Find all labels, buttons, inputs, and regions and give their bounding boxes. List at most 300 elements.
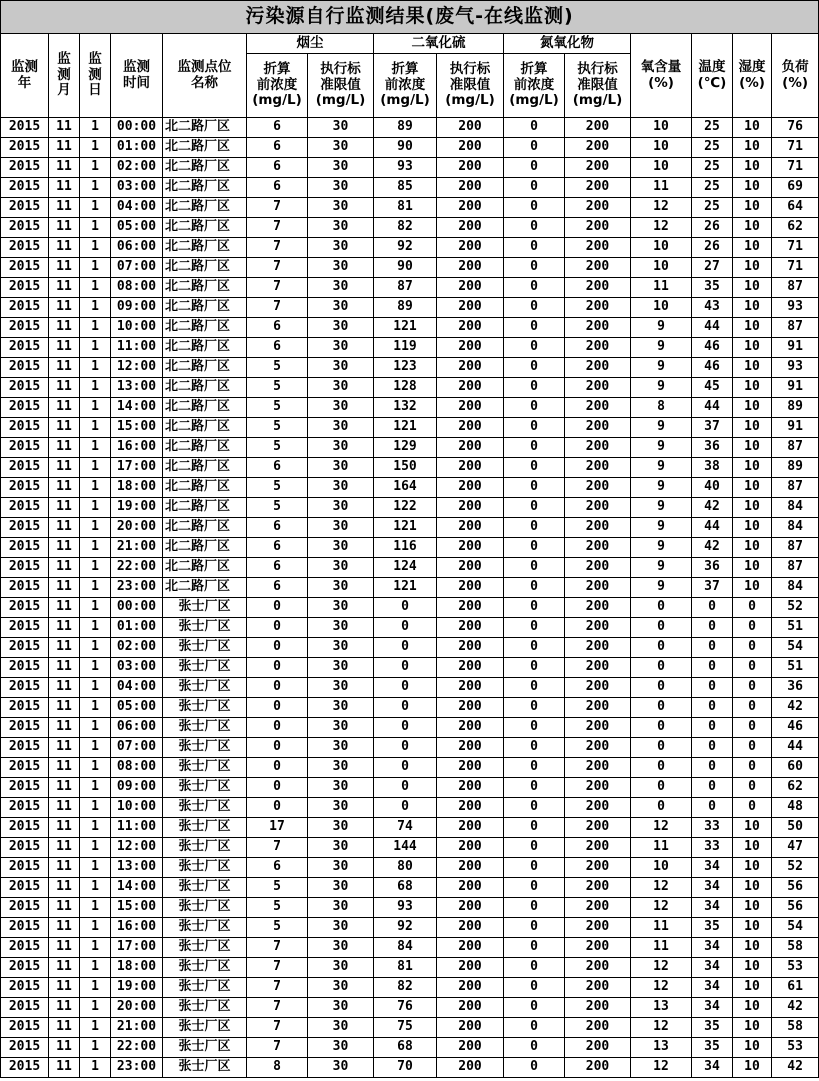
cell-so2-concentration: 0 xyxy=(374,798,437,818)
cell-oxygen: 0 xyxy=(631,638,692,658)
cell-time: 08:00 xyxy=(111,758,163,778)
table-row xyxy=(1,898,819,918)
cell-so2-concentration: 85 xyxy=(374,178,437,198)
header-day: 监 测 日 xyxy=(80,34,111,118)
cell-site: 张士厂区 xyxy=(163,918,247,938)
cell-load: 69 xyxy=(772,178,819,198)
cell-oxygen: 12 xyxy=(631,218,692,238)
cell-oxygen: 0 xyxy=(631,718,692,738)
cell-year: 2015 xyxy=(1,718,49,738)
cell-site: 张士厂区 xyxy=(163,898,247,918)
cell-nox-limit: 200 xyxy=(565,878,631,898)
cell-site: 张士厂区 xyxy=(163,878,247,898)
cell-nox-concentration: 0 xyxy=(504,278,565,298)
cell-month: 11 xyxy=(49,218,80,238)
table-row xyxy=(1,398,819,418)
cell-so2-limit: 200 xyxy=(437,778,504,798)
cell-humidity: 10 xyxy=(733,958,772,978)
cell-nox-concentration: 0 xyxy=(504,458,565,478)
cell-time: 16:00 xyxy=(111,918,163,938)
table-row xyxy=(1,218,819,238)
cell-site: 张士厂区 xyxy=(163,618,247,638)
cell-day: 1 xyxy=(80,698,111,718)
cell-month: 11 xyxy=(49,358,80,378)
cell-month: 11 xyxy=(49,798,80,818)
cell-humidity: 0 xyxy=(733,678,772,698)
cell-so2-concentration: 116 xyxy=(374,538,437,558)
cell-so2-limit: 200 xyxy=(437,158,504,178)
table-row xyxy=(1,458,819,478)
cell-nox-limit: 200 xyxy=(565,958,631,978)
cell-oxygen: 10 xyxy=(631,158,692,178)
cell-so2-concentration: 93 xyxy=(374,898,437,918)
table-row xyxy=(1,838,819,858)
cell-month: 11 xyxy=(49,178,80,198)
cell-site: 张士厂区 xyxy=(163,698,247,718)
cell-load: 53 xyxy=(772,958,819,978)
cell-dust-concentration: 6 xyxy=(247,558,308,578)
cell-humidity: 0 xyxy=(733,758,772,778)
cell-nox-concentration: 0 xyxy=(504,558,565,578)
cell-nox-limit: 200 xyxy=(565,698,631,718)
cell-dust-concentration: 7 xyxy=(247,278,308,298)
cell-nox-limit: 200 xyxy=(565,1018,631,1038)
cell-year: 2015 xyxy=(1,898,49,918)
cell-so2-limit: 200 xyxy=(437,558,504,578)
cell-dust-concentration: 6 xyxy=(247,858,308,878)
cell-so2-concentration: 90 xyxy=(374,258,437,278)
cell-so2-limit: 200 xyxy=(437,378,504,398)
cell-day: 1 xyxy=(80,718,111,738)
cell-nox-limit: 200 xyxy=(565,518,631,538)
cell-humidity: 10 xyxy=(733,418,772,438)
cell-humidity: 10 xyxy=(733,1058,772,1078)
cell-nox-concentration: 0 xyxy=(504,158,565,178)
cell-nox-concentration: 0 xyxy=(504,418,565,438)
cell-so2-limit: 200 xyxy=(437,718,504,738)
cell-temperature: 36 xyxy=(692,438,733,458)
cell-dust-concentration: 6 xyxy=(247,538,308,558)
cell-site: 北二路厂区 xyxy=(163,578,247,598)
cell-year: 2015 xyxy=(1,478,49,498)
cell-so2-concentration: 92 xyxy=(374,238,437,258)
cell-temperature: 0 xyxy=(692,698,733,718)
cell-so2-limit: 200 xyxy=(437,698,504,718)
cell-dust-limit: 30 xyxy=(308,978,374,998)
cell-humidity: 10 xyxy=(733,398,772,418)
cell-nox-limit: 200 xyxy=(565,938,631,958)
cell-so2-concentration: 76 xyxy=(374,998,437,1018)
cell-nox-concentration: 0 xyxy=(504,198,565,218)
cell-load: 56 xyxy=(772,898,819,918)
cell-year: 2015 xyxy=(1,218,49,238)
cell-nox-limit: 200 xyxy=(565,138,631,158)
cell-load: 84 xyxy=(772,578,819,598)
cell-nox-concentration: 0 xyxy=(504,218,565,238)
cell-so2-concentration: 80 xyxy=(374,858,437,878)
cell-dust-concentration: 6 xyxy=(247,158,308,178)
cell-dust-concentration: 0 xyxy=(247,738,308,758)
cell-year: 2015 xyxy=(1,858,49,878)
cell-humidity: 10 xyxy=(733,458,772,478)
cell-dust-limit: 30 xyxy=(308,898,374,918)
cell-so2-limit: 200 xyxy=(437,998,504,1018)
cell-nox-limit: 200 xyxy=(565,858,631,878)
cell-site: 张士厂区 xyxy=(163,758,247,778)
cell-time: 18:00 xyxy=(111,958,163,978)
table-row xyxy=(1,118,819,138)
cell-nox-concentration: 0 xyxy=(504,898,565,918)
cell-temperature: 35 xyxy=(692,278,733,298)
cell-temperature: 46 xyxy=(692,338,733,358)
cell-temperature: 44 xyxy=(692,318,733,338)
cell-humidity: 10 xyxy=(733,298,772,318)
table-row xyxy=(1,338,819,358)
cell-time: 10:00 xyxy=(111,318,163,338)
cell-dust-limit: 30 xyxy=(308,718,374,738)
cell-year: 2015 xyxy=(1,598,49,618)
cell-month: 11 xyxy=(49,998,80,1018)
cell-so2-limit: 200 xyxy=(437,358,504,378)
table-row xyxy=(1,358,819,378)
cell-nox-limit: 200 xyxy=(565,298,631,318)
cell-nox-limit: 200 xyxy=(565,558,631,578)
cell-load: 42 xyxy=(772,1058,819,1078)
cell-nox-concentration: 0 xyxy=(504,378,565,398)
cell-year: 2015 xyxy=(1,518,49,538)
cell-so2-limit: 200 xyxy=(437,178,504,198)
cell-load: 87 xyxy=(772,538,819,558)
cell-dust-limit: 30 xyxy=(308,118,374,138)
cell-dust-concentration: 0 xyxy=(247,618,308,638)
cell-so2-concentration: 92 xyxy=(374,918,437,938)
cell-temperature: 35 xyxy=(692,1018,733,1038)
cell-dust-limit: 30 xyxy=(308,198,374,218)
cell-nox-concentration: 0 xyxy=(504,938,565,958)
cell-so2-limit: 200 xyxy=(437,458,504,478)
cell-month: 11 xyxy=(49,638,80,658)
cell-temperature: 34 xyxy=(692,978,733,998)
cell-humidity: 10 xyxy=(733,218,772,238)
cell-day: 1 xyxy=(80,838,111,858)
cell-oxygen: 10 xyxy=(631,858,692,878)
table-row xyxy=(1,658,819,678)
cell-humidity: 0 xyxy=(733,798,772,818)
cell-time: 22:00 xyxy=(111,1038,163,1058)
cell-time: 19:00 xyxy=(111,498,163,518)
table-row xyxy=(1,478,819,498)
cell-nox-limit: 200 xyxy=(565,278,631,298)
cell-so2-limit: 200 xyxy=(437,538,504,558)
cell-time: 15:00 xyxy=(111,898,163,918)
cell-month: 11 xyxy=(49,538,80,558)
cell-year: 2015 xyxy=(1,198,49,218)
cell-so2-concentration: 0 xyxy=(374,738,437,758)
table-row xyxy=(1,498,819,518)
cell-load: 71 xyxy=(772,158,819,178)
cell-dust-concentration: 7 xyxy=(247,998,308,1018)
cell-dust-concentration: 5 xyxy=(247,478,308,498)
cell-day: 1 xyxy=(80,958,111,978)
table-row xyxy=(1,718,819,738)
cell-humidity: 0 xyxy=(733,618,772,638)
cell-year: 2015 xyxy=(1,238,49,258)
cell-dust-concentration: 7 xyxy=(247,298,308,318)
cell-dust-concentration: 5 xyxy=(247,918,308,938)
cell-nox-limit: 200 xyxy=(565,978,631,998)
cell-humidity: 10 xyxy=(733,478,772,498)
cell-year: 2015 xyxy=(1,298,49,318)
cell-dust-concentration: 7 xyxy=(247,938,308,958)
cell-temperature: 45 xyxy=(692,378,733,398)
cell-day: 1 xyxy=(80,978,111,998)
cell-month: 11 xyxy=(49,818,80,838)
cell-time: 13:00 xyxy=(111,378,163,398)
header-group-so2: 二氧化硫 xyxy=(374,34,504,54)
cell-dust-concentration: 0 xyxy=(247,638,308,658)
table-row xyxy=(1,978,819,998)
cell-time: 20:00 xyxy=(111,998,163,1018)
cell-time: 12:00 xyxy=(111,358,163,378)
cell-dust-limit: 30 xyxy=(308,338,374,358)
cell-month: 11 xyxy=(49,1058,80,1078)
cell-dust-limit: 30 xyxy=(308,518,374,538)
cell-oxygen: 0 xyxy=(631,618,692,638)
table-row xyxy=(1,378,819,398)
cell-temperature: 43 xyxy=(692,298,733,318)
cell-oxygen: 12 xyxy=(631,878,692,898)
table-row xyxy=(1,198,819,218)
cell-load: 93 xyxy=(772,298,819,318)
cell-temperature: 37 xyxy=(692,578,733,598)
cell-year: 2015 xyxy=(1,418,49,438)
cell-time: 04:00 xyxy=(111,198,163,218)
cell-humidity: 10 xyxy=(733,278,772,298)
cell-oxygen: 0 xyxy=(631,678,692,698)
cell-time: 20:00 xyxy=(111,518,163,538)
table-row xyxy=(1,318,819,338)
cell-temperature: 34 xyxy=(692,998,733,1018)
cell-nox-concentration: 0 xyxy=(504,958,565,978)
cell-so2-concentration: 150 xyxy=(374,458,437,478)
cell-nox-concentration: 0 xyxy=(504,878,565,898)
cell-so2-concentration: 0 xyxy=(374,758,437,778)
cell-nox-limit: 200 xyxy=(565,218,631,238)
cell-temperature: 25 xyxy=(692,138,733,158)
cell-month: 11 xyxy=(49,718,80,738)
cell-day: 1 xyxy=(80,998,111,1018)
cell-load: 58 xyxy=(772,1018,819,1038)
cell-dust-concentration: 7 xyxy=(247,258,308,278)
header-oxygen: 氧含量 (%) xyxy=(631,34,692,118)
cell-humidity: 10 xyxy=(733,118,772,138)
cell-so2-limit: 200 xyxy=(437,218,504,238)
cell-dust-limit: 30 xyxy=(308,878,374,898)
cell-load: 89 xyxy=(772,398,819,418)
cell-dust-limit: 30 xyxy=(308,918,374,938)
cell-dust-concentration: 7 xyxy=(247,978,308,998)
cell-day: 1 xyxy=(80,638,111,658)
cell-nox-concentration: 0 xyxy=(504,858,565,878)
cell-dust-limit: 30 xyxy=(308,458,374,478)
cell-humidity: 10 xyxy=(733,518,772,538)
cell-dust-limit: 30 xyxy=(308,298,374,318)
cell-day: 1 xyxy=(80,138,111,158)
cell-time: 17:00 xyxy=(111,458,163,478)
cell-nox-limit: 200 xyxy=(565,998,631,1018)
cell-site: 张士厂区 xyxy=(163,638,247,658)
cell-temperature: 35 xyxy=(692,918,733,938)
cell-so2-concentration: 121 xyxy=(374,518,437,538)
cell-day: 1 xyxy=(80,798,111,818)
header-so2-limit: 执行标 准限值 (mg/L) xyxy=(437,54,504,118)
cell-dust-limit: 30 xyxy=(308,618,374,638)
cell-site: 张士厂区 xyxy=(163,678,247,698)
cell-load: 87 xyxy=(772,318,819,338)
table-row xyxy=(1,158,819,178)
cell-dust-limit: 30 xyxy=(308,1058,374,1078)
cell-load: 52 xyxy=(772,598,819,618)
cell-time: 08:00 xyxy=(111,278,163,298)
table-row xyxy=(1,538,819,558)
cell-temperature: 33 xyxy=(692,838,733,858)
cell-nox-concentration: 0 xyxy=(504,258,565,278)
cell-day: 1 xyxy=(80,278,111,298)
cell-time: 23:00 xyxy=(111,578,163,598)
cell-nox-concentration: 0 xyxy=(504,818,565,838)
cell-nox-concentration: 0 xyxy=(504,778,565,798)
cell-dust-concentration: 7 xyxy=(247,238,308,258)
cell-dust-concentration: 0 xyxy=(247,798,308,818)
cell-nox-concentration: 0 xyxy=(504,1038,565,1058)
cell-temperature: 38 xyxy=(692,458,733,478)
cell-oxygen: 10 xyxy=(631,258,692,278)
cell-humidity: 10 xyxy=(733,938,772,958)
cell-nox-concentration: 0 xyxy=(504,638,565,658)
cell-site: 张士厂区 xyxy=(163,818,247,838)
cell-oxygen: 12 xyxy=(631,978,692,998)
cell-year: 2015 xyxy=(1,318,49,338)
cell-site: 北二路厂区 xyxy=(163,338,247,358)
cell-year: 2015 xyxy=(1,838,49,858)
cell-temperature: 44 xyxy=(692,398,733,418)
cell-time: 22:00 xyxy=(111,558,163,578)
cell-nox-limit: 200 xyxy=(565,458,631,478)
cell-nox-concentration: 0 xyxy=(504,978,565,998)
cell-temperature: 0 xyxy=(692,618,733,638)
cell-humidity: 0 xyxy=(733,718,772,738)
cell-oxygen: 9 xyxy=(631,578,692,598)
cell-nox-concentration: 0 xyxy=(504,1058,565,1078)
cell-oxygen: 12 xyxy=(631,958,692,978)
cell-site: 北二路厂区 xyxy=(163,398,247,418)
cell-humidity: 10 xyxy=(733,858,772,878)
cell-month: 11 xyxy=(49,878,80,898)
table-row xyxy=(1,298,819,318)
cell-year: 2015 xyxy=(1,698,49,718)
cell-dust-concentration: 6 xyxy=(247,458,308,478)
cell-dust-limit: 30 xyxy=(308,378,374,398)
table-row xyxy=(1,578,819,598)
cell-year: 2015 xyxy=(1,538,49,558)
cell-day: 1 xyxy=(80,778,111,798)
cell-day: 1 xyxy=(80,498,111,518)
header-nox-limit: 执行标 准限值 (mg/L) xyxy=(565,54,631,118)
cell-day: 1 xyxy=(80,478,111,498)
cell-day: 1 xyxy=(80,918,111,938)
cell-so2-concentration: 70 xyxy=(374,1058,437,1078)
cell-nox-concentration: 0 xyxy=(504,138,565,158)
cell-so2-limit: 200 xyxy=(437,1018,504,1038)
cell-so2-limit: 200 xyxy=(437,1038,504,1058)
cell-temperature: 42 xyxy=(692,538,733,558)
cell-dust-concentration: 6 xyxy=(247,518,308,538)
cell-site: 张士厂区 xyxy=(163,718,247,738)
cell-temperature: 0 xyxy=(692,738,733,758)
cell-dust-concentration: 0 xyxy=(247,658,308,678)
cell-humidity: 10 xyxy=(733,198,772,218)
cell-oxygen: 12 xyxy=(631,818,692,838)
table-row xyxy=(1,258,819,278)
cell-temperature: 26 xyxy=(692,218,733,238)
table-row xyxy=(1,738,819,758)
cell-day: 1 xyxy=(80,658,111,678)
cell-nox-concentration: 0 xyxy=(504,738,565,758)
cell-nox-limit: 200 xyxy=(565,678,631,698)
cell-oxygen: 12 xyxy=(631,198,692,218)
header-temperature: 温度 (℃) xyxy=(692,34,733,118)
cell-so2-concentration: 84 xyxy=(374,938,437,958)
cell-humidity: 10 xyxy=(733,558,772,578)
cell-load: 58 xyxy=(772,938,819,958)
header-load: 负荷 (%) xyxy=(772,34,819,118)
cell-humidity: 10 xyxy=(733,838,772,858)
cell-nox-limit: 200 xyxy=(565,818,631,838)
cell-so2-concentration: 0 xyxy=(374,678,437,698)
cell-load: 87 xyxy=(772,558,819,578)
cell-so2-concentration: 82 xyxy=(374,978,437,998)
cell-dust-concentration: 8 xyxy=(247,1058,308,1078)
cell-humidity: 10 xyxy=(733,878,772,898)
cell-oxygen: 0 xyxy=(631,698,692,718)
cell-site: 北二路厂区 xyxy=(163,478,247,498)
cell-site: 北二路厂区 xyxy=(163,378,247,398)
cell-so2-limit: 200 xyxy=(437,258,504,278)
cell-nox-limit: 200 xyxy=(565,478,631,498)
cell-dust-concentration: 7 xyxy=(247,1038,308,1058)
cell-month: 11 xyxy=(49,698,80,718)
cell-month: 11 xyxy=(49,978,80,998)
cell-month: 11 xyxy=(49,898,80,918)
cell-dust-limit: 30 xyxy=(308,958,374,978)
cell-day: 1 xyxy=(80,1038,111,1058)
cell-so2-limit: 200 xyxy=(437,118,504,138)
cell-day: 1 xyxy=(80,358,111,378)
cell-so2-limit: 200 xyxy=(437,278,504,298)
table-row xyxy=(1,938,819,958)
cell-load: 87 xyxy=(772,278,819,298)
cell-year: 2015 xyxy=(1,378,49,398)
cell-temperature: 0 xyxy=(692,658,733,678)
cell-temperature: 35 xyxy=(692,1038,733,1058)
cell-dust-limit: 30 xyxy=(308,838,374,858)
cell-time: 00:00 xyxy=(111,598,163,618)
cell-site: 北二路厂区 xyxy=(163,178,247,198)
cell-day: 1 xyxy=(80,218,111,238)
cell-load: 71 xyxy=(772,258,819,278)
cell-time: 11:00 xyxy=(111,818,163,838)
cell-year: 2015 xyxy=(1,438,49,458)
